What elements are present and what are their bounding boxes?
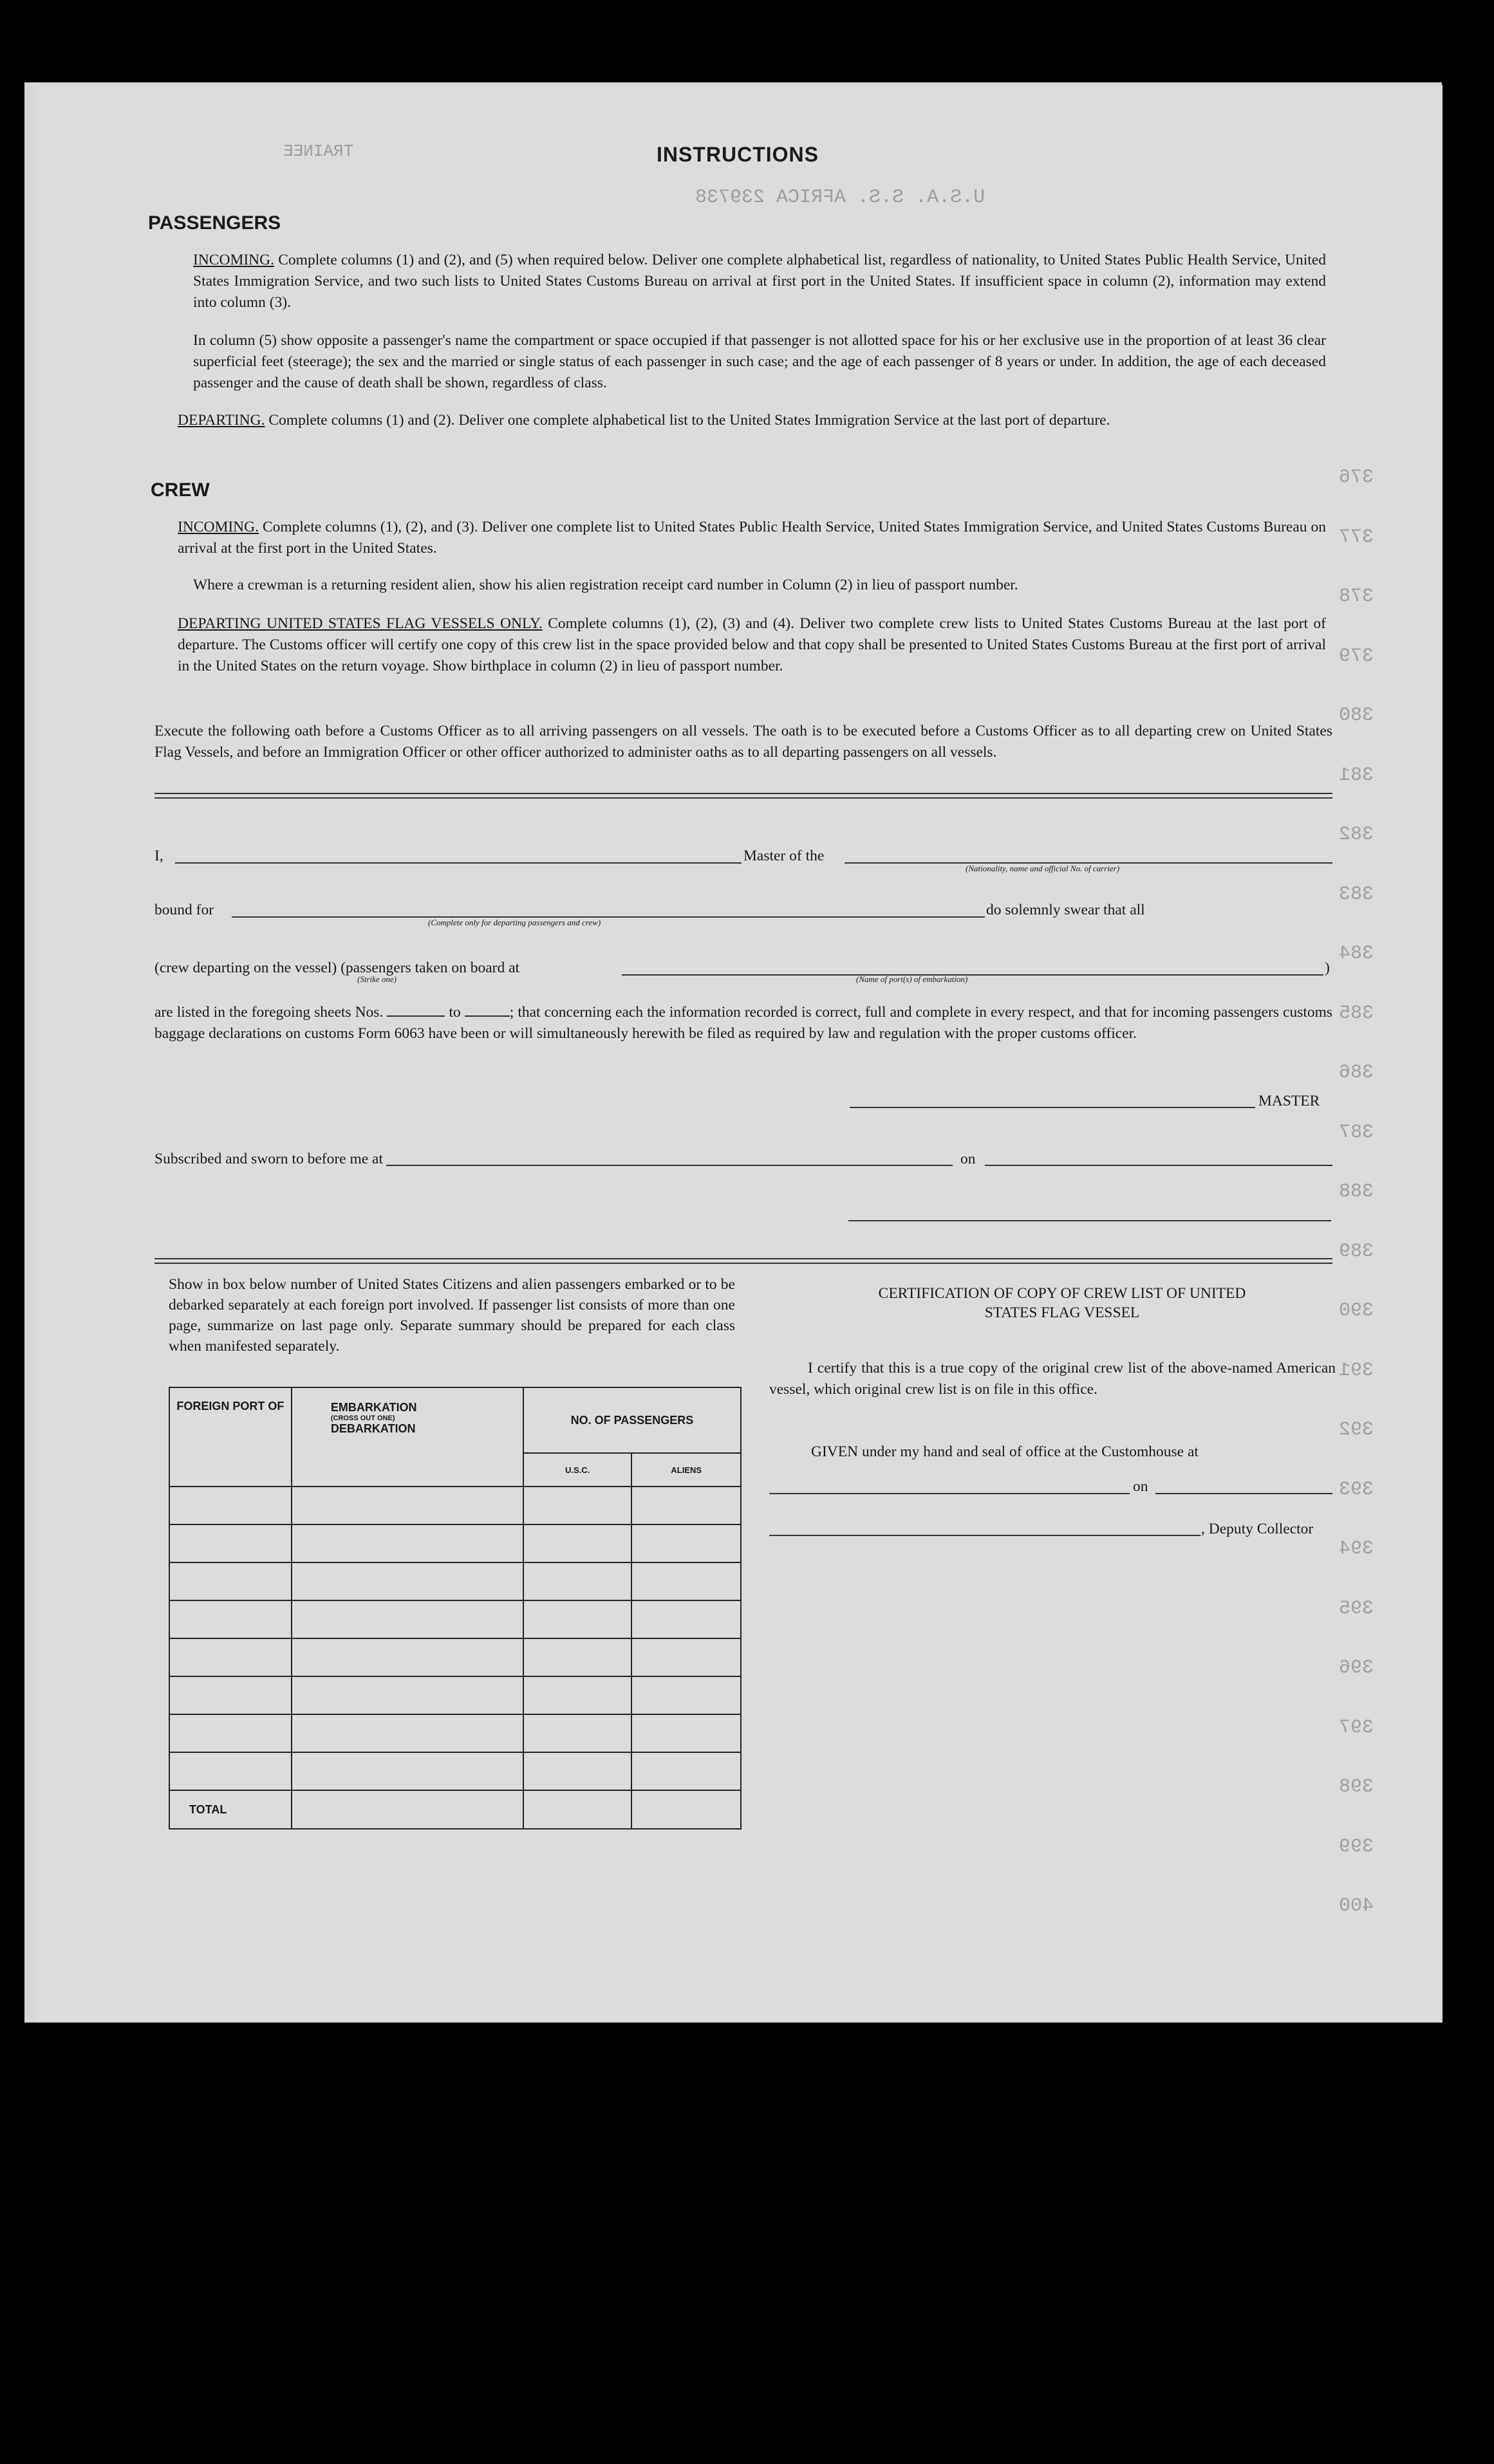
bleed-line-number: 397 [1339,1716,1374,1739]
table-cell[interactable] [169,1638,292,1676]
bleed-line-number: 398 [1339,1776,1374,1798]
divider [154,1258,1332,1264]
port-caption: (Name of port(s) of embarkation) [856,974,968,984]
sheet-to-field[interactable] [465,1015,510,1017]
subscribed-text: Subscribed and sworn to before me at [154,1151,384,1167]
summary-note: Show in box below number of United States Citizens and alien passengers embarked or to be debarked separately at each foreign port involved. If passenger list consists of more than one page, summarize on last page only. Separate summary should be prepared for each class when manifested separately. [169,1276,735,1355]
bleed-line-number: 391 [1339,1359,1374,1382]
bleed-line-number: 386 [1339,1062,1374,1084]
certification-given: GIVEN under my hand and seal of office at the Customhouse at [811,1443,1199,1460]
table-cell[interactable] [169,1524,292,1562]
subscribed-on: on [960,1151,976,1167]
bleed-line-number: 396 [1339,1657,1374,1679]
table-cell[interactable] [292,1714,523,1752]
table-cell[interactable] [523,1790,632,1829]
officer-signature-field[interactable] [848,1220,1331,1221]
deputy-collector-label: , Deputy Collector [1201,1521,1314,1537]
bleed-line-number: 384 [1339,943,1374,965]
embark-debark-header [292,1387,523,1487]
bleed-header-left: TRAINEE [283,142,354,161]
table-cell[interactable] [169,1600,292,1638]
concerning-text: ; that concerning each the information recorded is correct, full and complete in every respect, and that for incoming passengers customs baggage declarations on customs Form 6063 have been or will simultaneously herewith be filed as required by law and regulation with the proper customs officer. [154,1004,1333,1042]
nationality-caption: (Nationality, name and official No. of carrier) [966,864,1120,873]
table-cell[interactable] [631,1487,741,1524]
passengers-departing-label: DEPARTING. [178,412,265,429]
table-cell[interactable] [523,1524,632,1562]
crew-departing [178,613,1326,677]
oath-bound-for: bound for [154,902,214,918]
table-cell[interactable] [169,1487,292,1524]
table-cell[interactable] [523,1562,632,1600]
table-cell[interactable] [631,1790,741,1829]
foreign-port-header: FOREIGN PORT OF [169,1387,292,1487]
usc-header: U.S.C. [523,1453,632,1487]
bleed-line-number: 385 [1339,1002,1374,1024]
certification-heading: CERTIFICATION OF COPY OF CREW LIST OF UNITED STATES FLAG VESSEL [878,1285,1246,1321]
table-cell[interactable] [292,1676,523,1714]
bleed-line-number: 379 [1339,645,1374,667]
table-cell[interactable] [523,1752,632,1790]
table-cell[interactable] [631,1600,741,1638]
bleed-line-number: 390 [1339,1300,1374,1322]
no-of-passengers-header: NO. OF PASSENGERS [523,1387,741,1453]
crew-incoming [178,517,1326,559]
crew-departing-text: Complete columns (1), (2), (3) and (4). Deliver two complete crew lists to United States Customs Bureau at the last port of departure. The Customs officer will certify one copy of this crew list in the space provided below and that copy shall be presented to United States Customs Bureau at the first port of arrival in the United States on the return voyage. Show birthplace in column (2) in lieu of passport number. [178,615,1326,674]
aliens-header: ALIENS [631,1453,741,1487]
sheet-from-field[interactable] [387,1015,445,1017]
bleed-line-number: 388 [1339,1181,1374,1203]
complete-caption: (Complete only for departing passengers and crew) [428,918,601,927]
bleed-line-number: 387 [1339,1121,1374,1144]
table-cell[interactable] [631,1638,741,1676]
certification-text: I certify that this is a true copy of the original crew list of the above-named American vessel, which original crew list is on file in this office. [769,1360,1336,1398]
passengers-incoming-text: Complete columns (1) and (2), and (5) when required below. Deliver one complete alphabetical list, regardless of nationality, to United States Public Health Service, United States Immigration Service, and two such lists to United States Customs Bureau on arrival at first port in the United States. If insufficient space in column (2), information may extend into column (3). [193,252,1327,311]
oath-crew-departing: (crew departing on the vessel) (passengers taken on board at [154,959,520,976]
total-label: TOTAL [169,1790,292,1829]
bleed-line-number: 392 [1339,1419,1374,1441]
table-cell[interactable] [292,1600,523,1638]
table-cell[interactable] [523,1600,632,1638]
debarkation-label: DEBARKATION [330,1422,416,1435]
subscribed-date-field[interactable] [985,1165,1332,1166]
strike-one-caption: (Strike one) [357,974,397,984]
table-cell[interactable] [292,1638,523,1676]
certification-date-field[interactable] [1155,1493,1332,1494]
table-cell[interactable] [523,1487,632,1524]
master-label: MASTER [1258,1093,1320,1109]
bleed-line-number: 394 [1339,1538,1374,1560]
table-cell[interactable] [631,1714,741,1752]
master-signature-field[interactable] [850,1107,1255,1108]
table-cell[interactable] [292,1524,523,1562]
passenger-summary-table [169,1387,742,1829]
passengers-departing [178,410,1326,431]
bleed-line-number: 400 [1339,1895,1374,1917]
table-cell[interactable] [631,1562,741,1600]
embarkation-port-field[interactable] [622,974,1323,976]
certification-on: on [1133,1478,1148,1495]
bleed-line-number: 399 [1339,1835,1374,1858]
bleed-line-number: 381 [1339,764,1374,786]
divider [154,793,1332,799]
master-name-field[interactable] [175,862,742,864]
listed-text: are listed in the foregoing sheets Nos. [154,1004,384,1021]
passengers-incoming-label: INCOMING. [193,252,274,268]
deputy-collector-field[interactable] [769,1535,1200,1536]
bleed-header-text: U.S.A. S.S. AFRICA 239738 [695,187,985,208]
bleed-line-number: 377 [1339,526,1374,548]
oath-intro: Execute the following oath before a Customs Officer as to all arriving passengers on all vessels. The oath is to be executed before a Customs Officer as to all departing crew on United States Flag Vessels, and before an Immigration Officer or other officer authorized to administer oaths as to all departing passengers on all vessels. [154,723,1332,761]
bleed-line-number: 393 [1339,1478,1374,1501]
table-cell[interactable] [523,1676,632,1714]
page-title: INSTRUCTIONS [657,143,819,166]
table-cell[interactable] [292,1752,523,1790]
oath-master-of: Master of the [743,848,825,864]
table-cell[interactable] [523,1638,632,1676]
bleed-line-number: 395 [1339,1597,1374,1620]
oath-i-label: I, [154,848,163,864]
crew-departing-label: DEPARTING UNITED STATES FLAG VESSELS ONLY. [178,615,543,632]
table-cell[interactable] [523,1714,632,1752]
cross-out-caption: (CROSS OUT ONE) [330,1414,395,1422]
bleed-line-number: 376 [1339,467,1374,488]
oath-swear-text: do solemnly swear that all [986,902,1145,918]
crew-resident: Where a crewman is a returning resident alien, show his alien registration receipt card number in Column (2) in lieu of passport number. [193,577,1018,593]
table-cell[interactable] [631,1524,741,1562]
table-cell[interactable] [169,1562,292,1600]
table-cell[interactable] [631,1752,741,1790]
passengers-departing-text: Complete columns (1) and (2). Deliver one complete alphabetical list to the United States Immigration Service at the last port of departure. [268,412,1110,429]
table-cell[interactable] [292,1562,523,1600]
table-cell[interactable] [631,1676,741,1714]
table-cell[interactable] [169,1714,292,1752]
passengers-heading: PASSENGERS [148,212,281,234]
crew-heading: CREW [151,479,210,501]
passengers-column5: In column (5) show opposite a passenger's name the compartment or space occupied if that passenger is not allotted space for his or her exclusive use in the proportion of at least 36 clear superficial feet (steerage); the sex and the married or single status of each passenger in such case; and the age of each passenger of 8 years or under. In addition, the age of each deceased passenger and the cause of death shall be shown, regardless of class. [193,332,1326,391]
customhouse-field[interactable] [769,1493,1130,1494]
subscribed-place-field[interactable] [386,1165,953,1166]
oath-close-paren: ) [1325,959,1330,976]
to-text: to [449,1004,461,1021]
table-cell[interactable] [292,1487,523,1524]
passengers-incoming [193,250,1326,313]
table-cell[interactable] [169,1752,292,1790]
embarkation-label: EMBARKATION [330,1401,417,1414]
crew-incoming-label: INCOMING. [178,519,259,535]
bound-for-field[interactable] [232,916,985,918]
table-cell[interactable] [292,1790,523,1829]
bleed-line-number: 380 [1339,705,1374,727]
bleed-line-number: 389 [1339,1240,1374,1263]
table-cell[interactable] [169,1676,292,1714]
bleed-line-number: 382 [1339,824,1374,846]
bleed-line-number: 383 [1339,883,1374,905]
bleed-line-number: 378 [1339,586,1374,607]
oath-listed [154,1002,1332,1044]
crew-incoming-text: Complete columns (1), (2), and (3). Deliver one complete list to United States Public Health Service, United States Immigration Service, and United States Customs Bureau on arrival at the first port in the United States. [178,519,1326,557]
